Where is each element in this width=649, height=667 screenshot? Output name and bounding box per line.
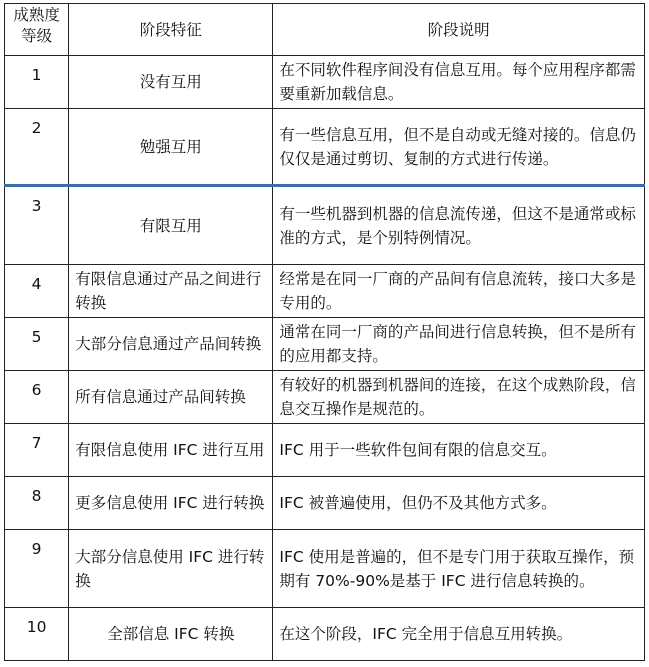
row-level: 9 xyxy=(5,530,69,608)
table-row xyxy=(5,477,645,530)
row-level: 8 xyxy=(5,477,69,530)
header-maturity-level: 成熟度等级 xyxy=(5,4,69,56)
row-level: 5 xyxy=(5,318,69,371)
row-description: IFC 使用是普遍的，但不是专门用于获取互操作，预期有 70%-90%是基于 IFC 进行信息转换的。 xyxy=(273,530,645,608)
header-stage-feature: 阶段特征 xyxy=(69,4,273,56)
row-level: 6 xyxy=(5,371,69,424)
row-level: 7 xyxy=(5,424,69,477)
table-header-row xyxy=(5,4,645,56)
row-description: 经常是在同一厂商的产品间有信息流转，接口大多是专用的。 xyxy=(273,265,645,318)
row-feature: 有限信息通过产品之间进行转换 xyxy=(69,265,273,318)
table-row xyxy=(5,186,645,265)
row-level: 2 xyxy=(5,109,69,186)
row-description: IFC 被普遍使用，但仍不及其他方式多。 xyxy=(273,477,645,530)
row-feature: 有限信息使用 IFC 进行互用 xyxy=(69,424,273,477)
row-level: 10 xyxy=(5,608,69,661)
row-level: 3 xyxy=(5,186,69,265)
row-feature: 有限互用 xyxy=(69,186,273,265)
row-feature: 大部分信息通过产品间转换 xyxy=(69,318,273,371)
row-level: 4 xyxy=(5,265,69,318)
maturity-table xyxy=(4,3,645,661)
row-description: 在这个阶段，IFC 完全用于信息互用转换。 xyxy=(273,608,645,661)
table-row xyxy=(5,56,645,109)
table-row xyxy=(5,530,645,608)
table-row xyxy=(5,371,645,424)
row-description: 有一些信息互用，但不是自动或无缝对接的。信息仍仅仅是通过剪切、复制的方式进行传递。 xyxy=(273,109,645,186)
row-feature: 所有信息通过产品间转换 xyxy=(69,371,273,424)
row-level: 1 xyxy=(5,56,69,109)
row-description: 在不同软件程序间没有信息互用。每个应用程序都需要重新加载信息。 xyxy=(273,56,645,109)
row-description: 有较好的机器到机器间的连接，在这个成熟阶段，信息交互操作是规范的。 xyxy=(273,371,645,424)
row-description: IFC 用于一些软件包间有限的信息交互。 xyxy=(273,424,645,477)
row-feature: 勉强互用 xyxy=(69,109,273,186)
table-row xyxy=(5,424,645,477)
table-row xyxy=(5,318,645,371)
row-feature: 更多信息使用 IFC 进行转换 xyxy=(69,477,273,530)
table-row xyxy=(5,265,645,318)
table-row xyxy=(5,608,645,661)
row-feature: 大部分信息使用 IFC 进行转换 xyxy=(69,530,273,608)
row-feature: 没有互用 xyxy=(69,56,273,109)
table-row xyxy=(5,109,645,186)
row-description: 有一些机器到机器的信息流传递，但这不是通常或标准的方式，是个别特例情况。 xyxy=(273,186,645,265)
row-feature: 全部信息 IFC 转换 xyxy=(69,608,273,661)
row-description: 通常在同一厂商的产品间进行信息转换，但不是所有的应用都支持。 xyxy=(273,318,645,371)
header-stage-description: 阶段说明 xyxy=(273,4,645,56)
